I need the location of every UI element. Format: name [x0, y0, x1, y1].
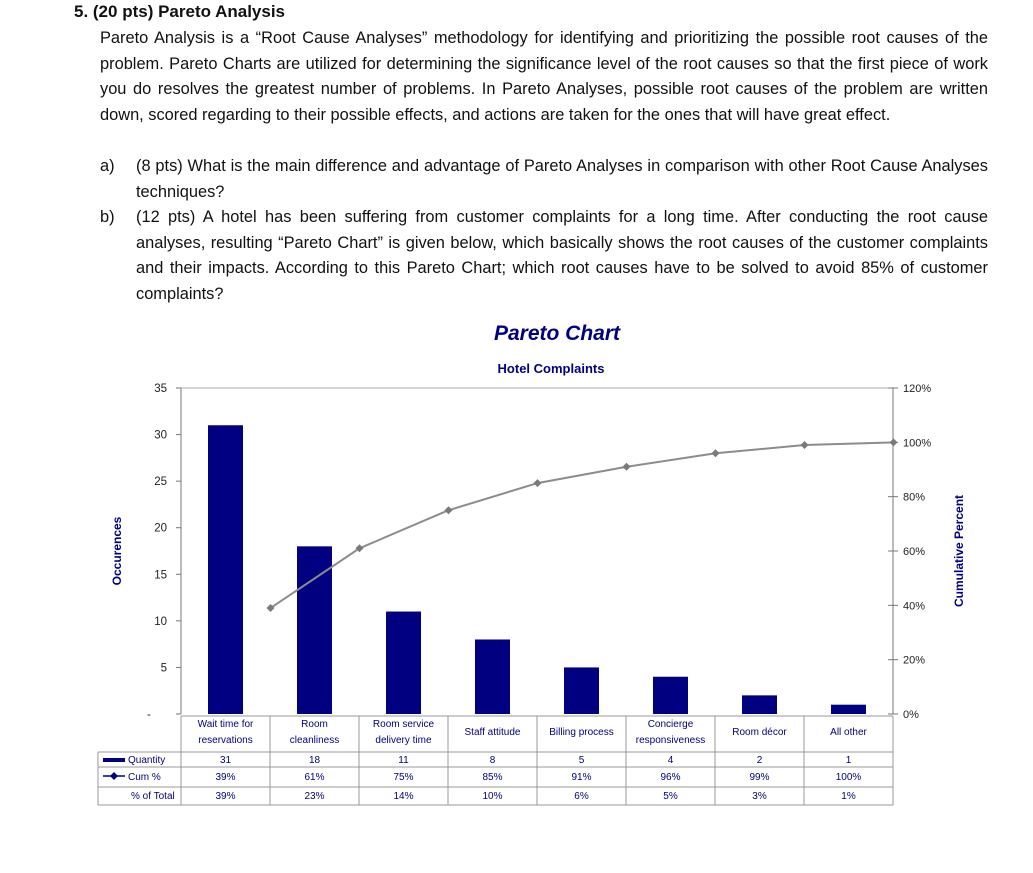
table-cell: 61% [304, 772, 325, 783]
cum-percent-line [271, 442, 894, 608]
table-cell: 5 [578, 755, 585, 766]
bar-5 [564, 667, 599, 714]
table-cell: 31 [219, 755, 232, 766]
sub-question-b-text: (12 pts) A hotel has been suffering from customer complaints for a long time. After conducting the root cause analyses, resulting “Pareto Chart” is given below, which basically shows the root causes of the customer complaints and their impacts. According to this Pareto Chart; which root causes have to be solved to avoid 85% of customer complaints? [136, 208, 988, 303]
table-cell: 1% [841, 791, 856, 802]
bar-8 [831, 705, 866, 714]
y2-tick-label: 0% [903, 709, 919, 721]
table-cell: 85% [482, 772, 503, 783]
table-cell: 91% [571, 772, 592, 783]
category-label: responsiveness [635, 735, 706, 746]
y2-tick-label: 80% [903, 491, 926, 504]
y-tick-label: 15 [154, 569, 167, 582]
y-tick-label: 35 [154, 383, 167, 395]
bar-1 [208, 425, 243, 714]
table-cell: 75% [393, 772, 414, 783]
question-title: 5. (20 pts) Pareto Analysis [74, 2, 286, 21]
category-label: reservations [198, 735, 253, 746]
category-label: Room décor [732, 727, 787, 738]
table-cell: 1 [845, 755, 852, 766]
table-cell: 99% [749, 772, 770, 783]
cum-point-4 [534, 479, 542, 487]
legend-key-cum-marker [110, 772, 118, 780]
y2-tick-label: 40% [903, 600, 926, 613]
bar-4 [475, 639, 510, 714]
sub-question-a-text: (8 pts) What is the main difference and advantage of Pareto Analyses in comparison with other Root Cause Analyses techniques? [136, 157, 988, 201]
row-label-quantity: Quantity [128, 755, 166, 766]
y-tick-label: 30 [154, 429, 167, 442]
question-paragraph: Pareto Analysis is a “Root Cause Analyses” methodology for identifying and prioritizing the possible root causes of the problem. Pareto Charts are utilized for determining the significance level of the root causes so that the first piece of work you do resolves the greatest number of problems. In Pareto Analyses, possible root causes of the problem are written down, scored regarding to their possible effects, and actions are taken for the ones that will have great effect. [100, 29, 988, 124]
cum-point-8 [890, 438, 898, 446]
category-label: Billing process [549, 727, 614, 738]
table-cell: 6% [574, 791, 589, 802]
sub-question-a-label: a) [100, 157, 115, 175]
cum-point-7 [801, 441, 809, 449]
y2-tick-label: 120% [903, 383, 932, 395]
category-label: Room [301, 719, 328, 730]
category-label: All other [830, 727, 867, 738]
bar-2 [297, 546, 332, 714]
y-tick-label: 25 [154, 476, 167, 489]
category-label: delivery time [375, 735, 432, 746]
table-cell: 11 [398, 755, 409, 766]
y-tick-label: 10 [154, 615, 167, 628]
category-label: cleanliness [289, 735, 340, 746]
table-cell: 2 [756, 755, 763, 766]
y-axis-title: Occurences [110, 516, 124, 586]
bar-7 [742, 695, 777, 714]
table-cell: 39% [215, 772, 236, 783]
category-label: Concierge [647, 719, 694, 730]
row-label-pct: % of Total [131, 791, 175, 802]
category-label: Room service [372, 719, 435, 730]
y2-tick-label: 100% [903, 437, 932, 450]
row-label-cum: Cum % [128, 772, 161, 783]
cum-point-6 [712, 449, 720, 457]
table-cell: 3% [752, 791, 767, 802]
y2-tick-label: 60% [903, 546, 926, 558]
cum-point-5 [623, 463, 631, 471]
y-tick-label: 20 [154, 522, 167, 535]
table-cell: 10% [482, 791, 503, 802]
table-cell: 23% [304, 791, 325, 802]
y-tick-dash: - [147, 709, 151, 721]
category-label: Wait time for [197, 719, 254, 730]
chart-subtitle: Hotel Complaints [497, 361, 605, 376]
y2-axis-title: Cumulative Percent [952, 494, 966, 608]
bar-3 [386, 612, 421, 714]
table-cell: 96% [660, 772, 681, 783]
category-label: Staff attitude [464, 727, 521, 738]
table-cell: 5% [663, 791, 678, 802]
table-cell: 4 [667, 755, 674, 766]
table-cell: 39% [215, 791, 236, 802]
bar-6 [653, 677, 688, 714]
table-cell: 8 [489, 755, 496, 766]
table-cell: 18 [308, 755, 321, 766]
y-tick-label: 5 [160, 662, 167, 675]
y2-tick-label: 20% [903, 654, 926, 667]
table-cell: 100% [835, 772, 862, 783]
legend-key-quantity [103, 758, 125, 762]
cum-point-3 [445, 506, 453, 514]
chart-title: Pareto Chart [493, 322, 621, 345]
sub-question-b-label: b) [100, 208, 115, 226]
table-cell: 14% [393, 791, 414, 802]
